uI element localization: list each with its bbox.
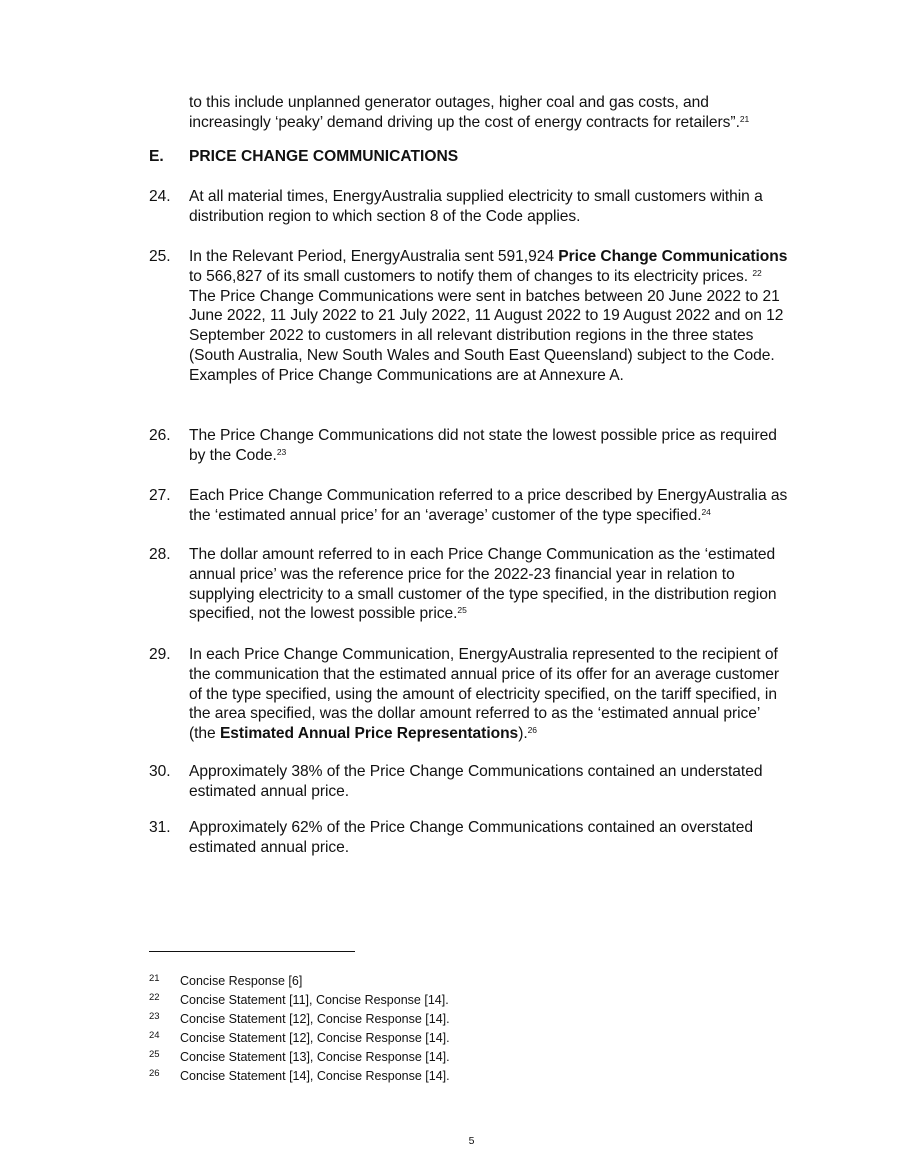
paragraph-text bbox=[189, 426, 789, 466]
footnote-25 bbox=[149, 1048, 749, 1067]
footnote-text: Concise Statement [12], Concise Response [14]. bbox=[180, 1012, 450, 1026]
paragraph-number: 27. bbox=[149, 487, 171, 504]
paragraph-text bbox=[189, 645, 789, 744]
section-title: PRICE CHANGE COMMUNICATIONS bbox=[189, 148, 459, 165]
footnote-ref-25[interactable]: 25 bbox=[457, 605, 467, 616]
paragraph-number: 28. bbox=[149, 546, 171, 563]
footnote-24 bbox=[149, 1029, 749, 1048]
footnote-ref-22[interactable]: 22 bbox=[752, 267, 762, 278]
footnote-text: Concise Statement [11], Concise Response [14]. bbox=[180, 993, 449, 1007]
footnote-26 bbox=[149, 1067, 749, 1086]
footnote-text: Concise Statement [13], Concise Response [14]. bbox=[180, 1050, 450, 1064]
continued-paragraph bbox=[189, 93, 789, 133]
paragraph-text: Approximately 38% of the Price Change Communications contained an understated estimated annual price. bbox=[189, 763, 763, 800]
footnote-21 bbox=[149, 972, 749, 991]
paragraph-number: 26. bbox=[149, 427, 171, 444]
paragraph-number: 29. bbox=[149, 646, 171, 663]
paragraph-text: Approximately 62% of the Price Change Communications contained an overstated estimated annual price. bbox=[189, 819, 753, 856]
footnote-number: 22 bbox=[149, 992, 160, 1003]
paragraph-number: 31. bbox=[149, 819, 171, 836]
paragraph-text-part: In each Price Change Communication, EnergyAustralia represented to the recipient of the communication that the estimated annual price of its offer for an average customer of the type specified, using the amount of electricity specified, on the tariff specified, in the area specified, was the dollar amount referred to as the ‘estimated annual price’ (the bbox=[189, 646, 780, 743]
paragraph-text-part: Each Price Change Communication referred to a price described by EnergyAustralia as the ‘estimated annual price’ for an ‘average’ customer of the type specified. bbox=[189, 487, 788, 524]
footnote-number: 26 bbox=[149, 1068, 160, 1079]
section-letter: E. bbox=[149, 148, 164, 165]
footnote-ref-21[interactable]: 21 bbox=[739, 113, 750, 124]
footnote-22 bbox=[149, 991, 749, 1010]
paragraph-text bbox=[189, 247, 789, 386]
footnotes bbox=[149, 972, 749, 1086]
footnote-ref-23[interactable]: 23 bbox=[276, 446, 287, 457]
footnote-text: Concise Statement [12], Concise Response [14]. bbox=[180, 1031, 450, 1045]
footnote-text: Concise Response [6] bbox=[180, 974, 303, 988]
paragraph-text-part: ). bbox=[518, 725, 528, 743]
continued-paragraph-text: to this include unplanned generator outages, higher coal and gas costs, and increasingly ‘peaky’ demand driving up the cost of energy contracts for retailers”. bbox=[189, 94, 740, 131]
defined-term-price-change-communications: Price Change Communications bbox=[558, 248, 788, 265]
paragraph-text-part: The dollar amount referred to in each Price Change Communication as the ‘estimated annual price’ was the reference price for the 2022-23 financial year in relation to supplying electricity to a small customer of the type specified, in the distribution region specified, not the lowest possible price. bbox=[189, 546, 777, 623]
paragraph-number: 25. bbox=[149, 248, 171, 265]
paragraph-text bbox=[189, 486, 789, 526]
paragraph-text-part: to 566,827 of its small customers to notify them of changes to its electricity prices. bbox=[189, 267, 753, 285]
footnote-separator bbox=[149, 951, 355, 952]
footnote-number: 25 bbox=[149, 1049, 160, 1060]
paragraph-text-part: In the Relevant Period, EnergyAustralia sent 591,924 bbox=[189, 248, 559, 265]
paragraph-number: 24. bbox=[149, 188, 171, 205]
paragraph-text-part: The Price Change Communications did not state the lowest possible price as required by the Code. bbox=[189, 427, 777, 464]
paragraph-text bbox=[189, 545, 789, 624]
footnote-ref-26[interactable]: 26 bbox=[527, 725, 537, 736]
page-number: 5 bbox=[468, 1135, 475, 1147]
footnote-23 bbox=[149, 1010, 749, 1029]
footnote-ref-24[interactable]: 24 bbox=[701, 506, 711, 517]
paragraph-text: At all material times, EnergyAustralia supplied electricity to small customers within a distribution region to which section 8 of the Code applies. bbox=[189, 188, 763, 225]
defined-term-estimated-annual-price-representations: Estimated Annual Price Representations bbox=[219, 725, 519, 743]
paragraph-number: 30. bbox=[149, 763, 171, 780]
footnote-number: 21 bbox=[149, 973, 160, 984]
footnote-text: Concise Statement [14], Concise Response [14]. bbox=[180, 1069, 450, 1083]
paragraph-text-part: The Price Change Communications were sent in batches between 20 June 2022 to 21 June 2022, 11 July 2022 to 21 July 2022, 11 August 2022 to 19 August 2022 and on 12 September 2022 to customers in all relevant distribution regions in the three states (South Australia, New South Wales and South East Queensland) subject to the Code. Examples of Price Change Communications are at Annexure A. bbox=[189, 287, 784, 384]
footnote-number: 23 bbox=[149, 1011, 160, 1022]
footnote-number: 24 bbox=[149, 1030, 160, 1041]
